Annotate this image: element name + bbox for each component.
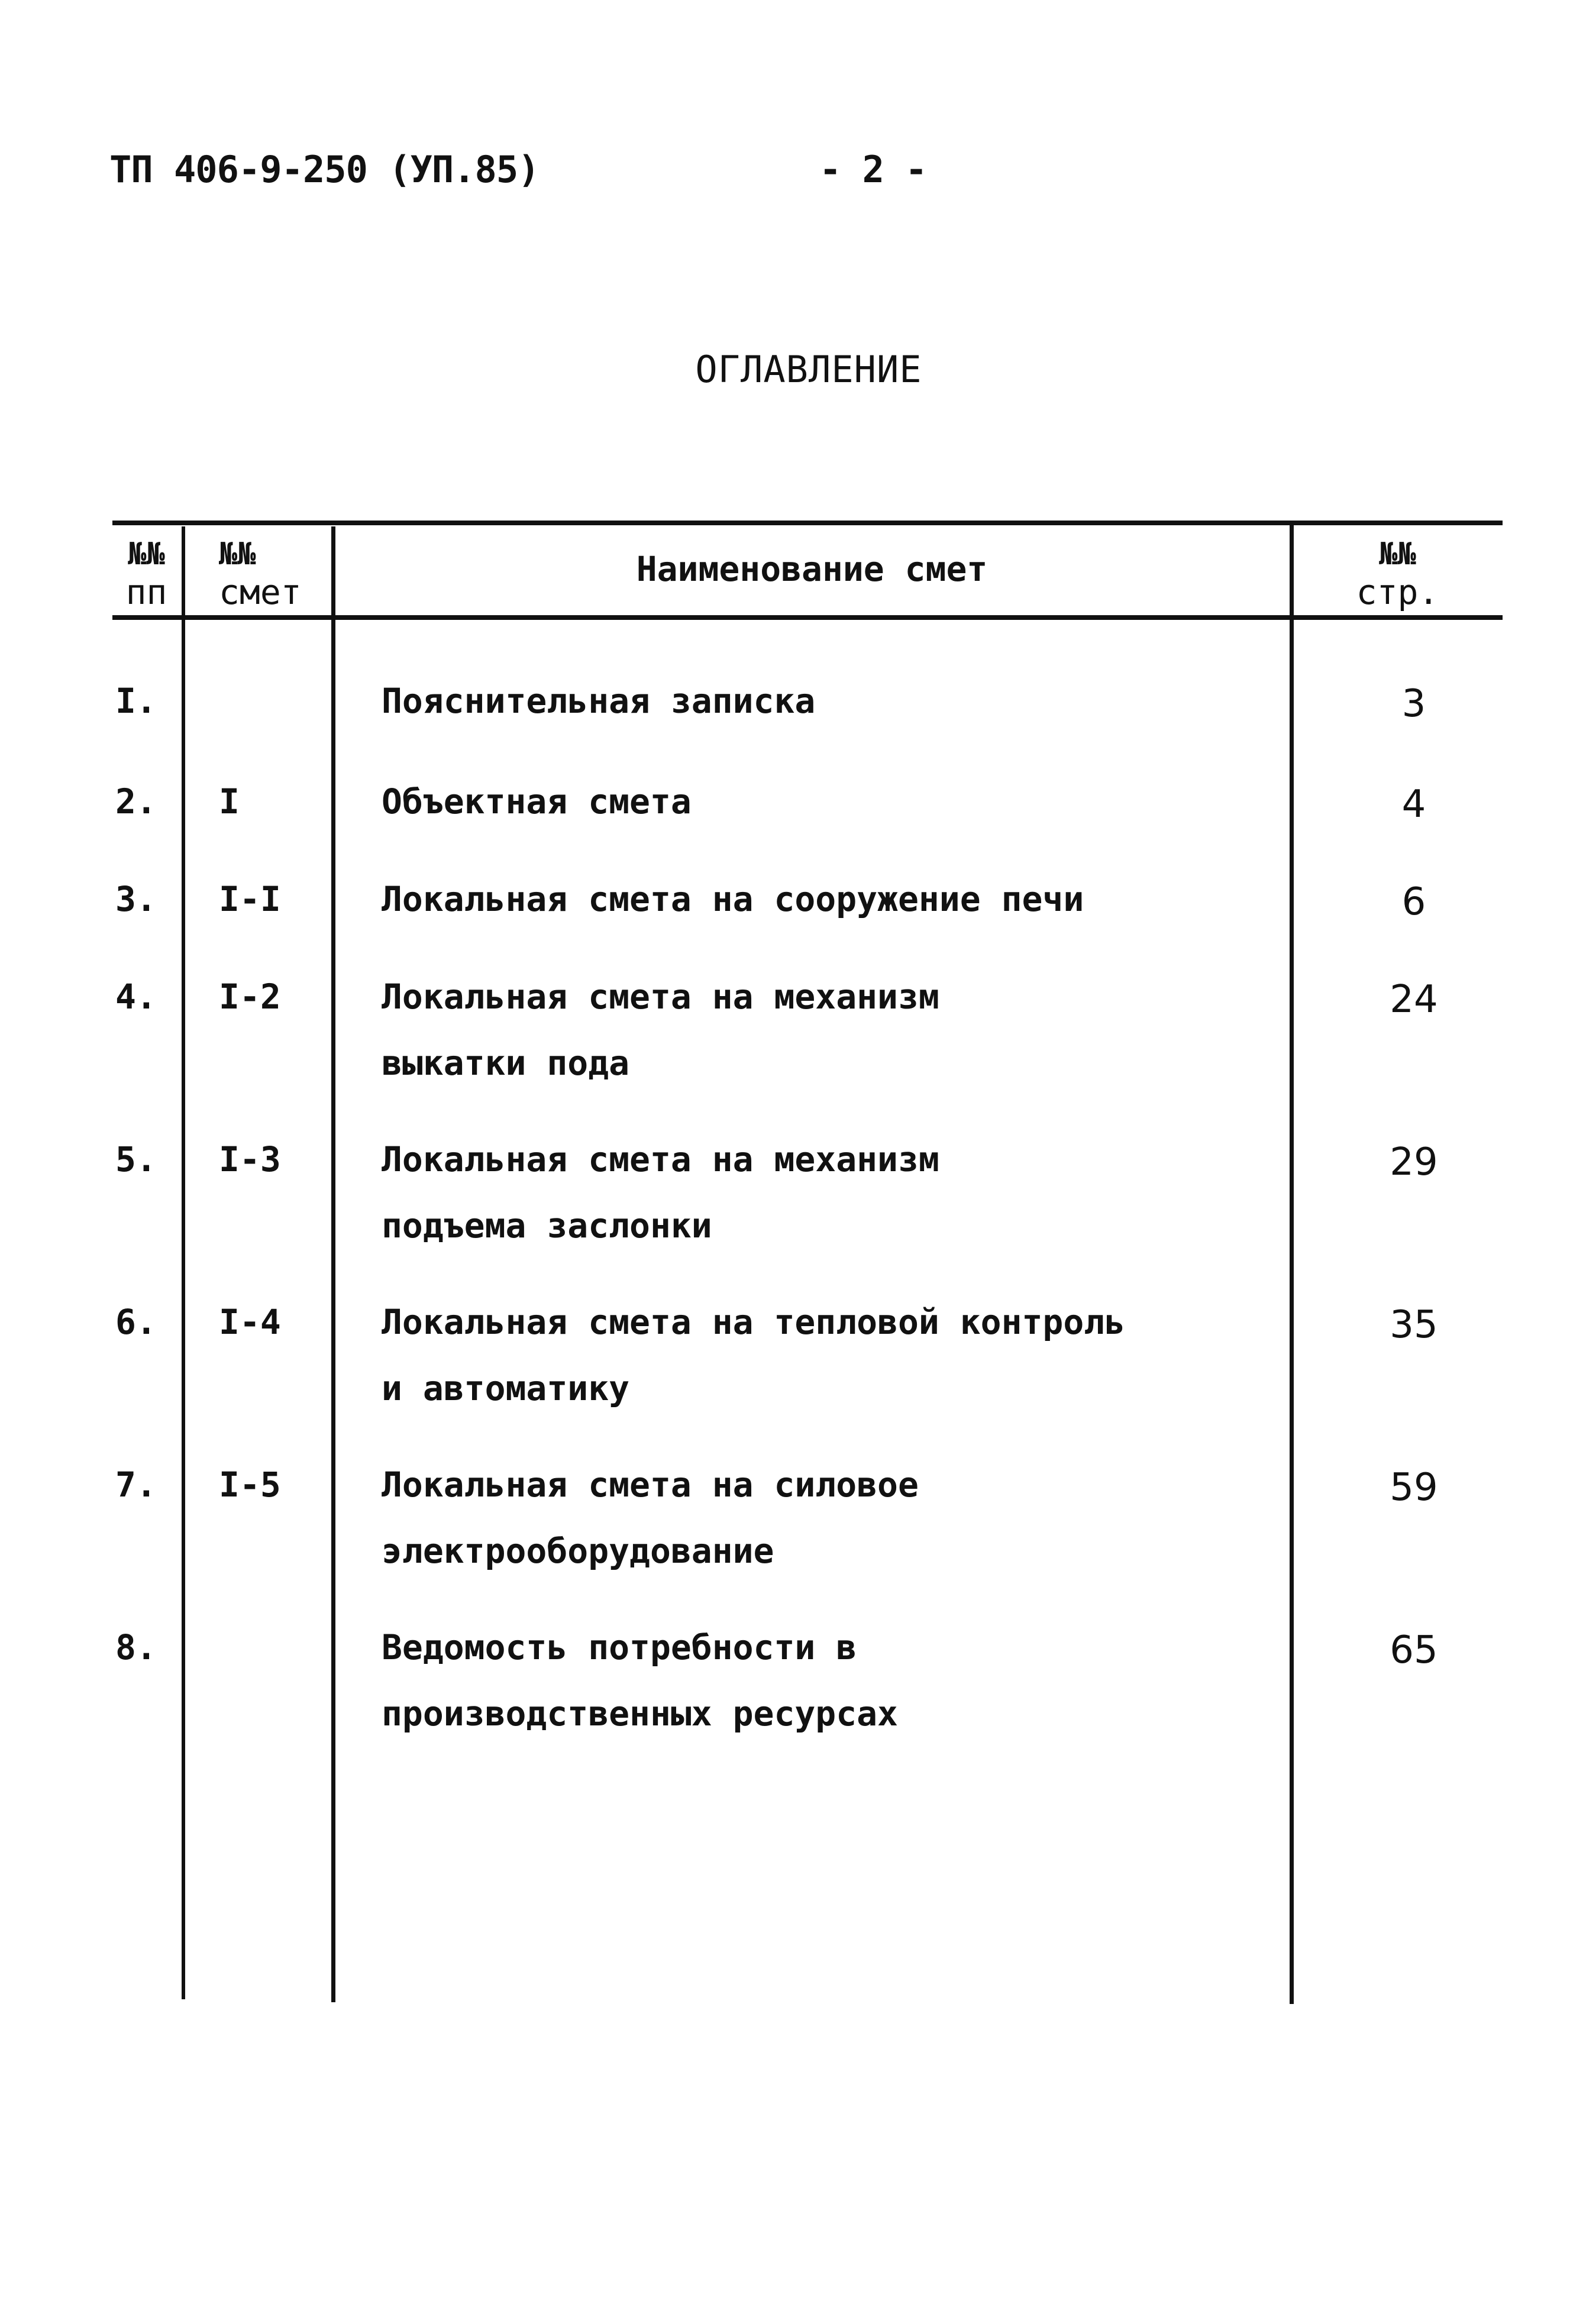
page-ref: 65 (1390, 1628, 1438, 1672)
estimate-name: Локальная смета на механизм (382, 977, 939, 1017)
page-ref: 3 (1401, 682, 1426, 726)
page-ref: 29 (1390, 1140, 1438, 1184)
row-number: 7. (115, 1465, 157, 1505)
column-divider-2 (331, 526, 335, 2002)
estimate-name: Объектная смета (382, 781, 692, 822)
estimate-name: электрооборудование (382, 1531, 774, 1571)
header-idx-sign: №№ (128, 536, 165, 572)
table-top-rule (112, 521, 1503, 525)
page-ref: 59 (1390, 1466, 1438, 1510)
header-name: Наименование смет (636, 549, 988, 589)
header-idx (112, 535, 180, 611)
column-divider-3 (1290, 525, 1294, 2004)
header-code (195, 535, 343, 611)
estimate-name: Ведомость потребности в (382, 1627, 857, 1667)
header-code-label: смет (219, 572, 302, 612)
row-number: 5. (115, 1139, 157, 1179)
estimate-name: Локальная смета на механизм (382, 1139, 939, 1179)
page-ref: 4 (1401, 783, 1426, 826)
page-ref: 6 (1401, 880, 1426, 924)
header-idx-label: пп (125, 572, 167, 612)
row-number: 4. (115, 977, 157, 1017)
row-number: 3. (115, 879, 157, 919)
estimate-name: и автоматику (382, 1368, 630, 1408)
estimate-code: I-4 (219, 1302, 281, 1342)
page-title: ОГЛАВЛЕНИЕ (695, 348, 922, 391)
estimate-name: выкатки пода (382, 1043, 630, 1083)
header-page-label: стр. (1356, 572, 1439, 612)
header-code-sign: №№ (219, 536, 256, 572)
estimate-code: I-5 (219, 1465, 281, 1505)
document-code: ТП 406-9-250 (УП.85) (109, 148, 540, 191)
table-header-rule (112, 615, 1503, 620)
row-number: 8. (115, 1627, 157, 1667)
estimate-code: I-2 (219, 977, 281, 1017)
row-number: 6. (115, 1302, 157, 1342)
estimate-name: Локальная смета на сооружение печи (382, 879, 1084, 919)
row-number: I. (115, 681, 157, 721)
estimate-name: Пояснительная записка (382, 681, 816, 721)
estimate-code: I-3 (219, 1139, 281, 1179)
estimate-code: I (219, 781, 240, 822)
estimate-name: подъема заслонки (382, 1205, 712, 1246)
page-ref: 24 (1390, 978, 1438, 1022)
estimate-name: Локальная смета на силовое (382, 1465, 919, 1505)
header-page-sign: №№ (1379, 536, 1416, 572)
page-ref: 35 (1390, 1303, 1438, 1347)
estimate-name: производственных ресурсах (382, 1693, 898, 1734)
row-number: 2. (115, 781, 157, 822)
header-page (1296, 535, 1500, 611)
estimate-code: I-I (219, 879, 281, 919)
estimate-name: Локальная смета на тепловой контроль (382, 1302, 1126, 1342)
column-divider-1 (182, 526, 185, 1999)
page-number: - 2 - (819, 148, 927, 191)
